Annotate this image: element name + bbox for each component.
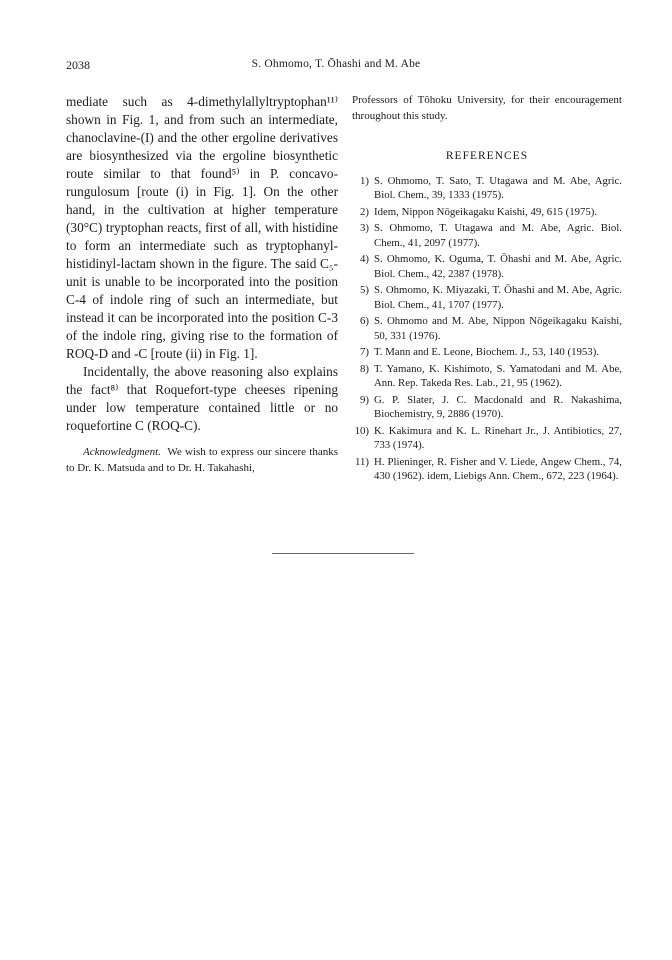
acknowledgment-continued: Professors of Tôhoku University, for their encouragement throughout this study. [352,94,622,122]
reference-item [352,283,622,312]
reference-number: 6) [360,315,369,327]
reference-number: 7) [360,346,369,358]
reference-text: G. P. Slater, J. C. Macdonald and R. Nakashima, Biochemistry, 9, 2886 (1970). [374,393,622,420]
reference-item [352,345,622,360]
reference-number: 5) [360,284,369,296]
end-rule [272,553,414,554]
reference-number: 2) [360,205,369,218]
reference-text: S. Ohmomo, K. Miyazaki, T. Ōhashi and M. Abe, Agric. Biol. Chem., 41, 1707 (1977). [374,284,622,311]
reference-text: T. Mann and E. Leone, Biochem. J., 53, 140 (1953). [374,346,599,358]
reference-item [352,174,622,203]
reference-text: H. Plieninger, R. Fisher and V. Liede, Angew Chem., 74, 430 (1962). idem, Liebigs Ann. Chem., 672, 223 (1964). [374,455,622,482]
reference-number: 8) [360,362,369,375]
reference-item [352,424,622,453]
reference-number: 11) [355,455,369,468]
reference-item [352,393,622,422]
reference-text: S. Ohmomo, T. Sato, T. Utagawa and M. Abe, Agric. Biol. Chem., 39, 1333 (1975). [374,174,622,201]
page-number: 2038 [66,58,90,72]
reference-number: 10) [354,424,369,437]
reference-number: 3) [360,222,369,234]
body-paragraph: Incidentally, the above reasoning also explains the fact⁸⁾ that Roquefort-type cheeses ripening under low temperature contained little or no roquefortine C (ROQ-C). [66,364,338,433]
reference-number: 4) [360,253,369,265]
reference-item [352,221,622,250]
reference-item [352,455,622,484]
left-column [66,93,338,476]
reference-text: S. Ohmomo, T. Utagawa and M. Abe, Agric. Biol. Chem., 41, 2097 (1977). [374,222,622,249]
reference-number: 9) [360,393,369,406]
body-paragraph: mediate such as 4-dimethylallyltryptophan¹¹⁾ shown in Fig. 1, and from such an intermediate, chanoclavine-(I) and the other ergoline derivatives are biosynthesized via the ergoline biosynthetic route similar to that found⁵⁾ in P. concavo-rungulosum [route (i) in Fig. 1]. On the other hand, in the cultivation at higher temperature (30°C) tryptophan reacts, first of all, with histidine to form an intermediate such as tryptophanyl-histidinyl-lactam shown in the figure. The said C₅-unit is unable to be incorporated into the position C-4 of indole ring of such an intermediate, but instead it can be incorporated into the position C-3 of the indole ring, giving rise to the formation of ROQ-D and -C [route (ii) in Fig. 1]. [66,94,338,361]
reference-item [352,205,622,220]
acknowledgment-text: We wish to express our sincere thanks to Dr. K. Matsuda and to Dr. H. Takahashi, [66,446,338,474]
reference-text: K. Kakimura and K. L. Rinehart Jr., J. Antibiotics, 27, 733 (1974). [374,424,622,451]
reference-number: 1) [360,174,369,187]
acknowledgment-label: Acknowledgment. [83,446,161,458]
reference-item [352,314,622,343]
reference-text: Idem, Nippon Nōgeikagaku Kaishi, 49, 615 (1975). [374,205,598,218]
reference-item [352,252,622,281]
reference-list [352,174,622,484]
reference-item [352,362,622,391]
reference-text: T. Yamano, K. Kishimoto, S. Yamatodani and M. Abe, Ann. Rep. Takeda Res. Lab., 21, 95 (1962). [374,362,622,389]
reference-text: S. Ohmomo, K. Oguma, T. Ōhashi and M. Abe, Agric. Biol. Chem., 42, 2387 (1978). [374,253,622,280]
references-title: REFERENCES [445,150,529,162]
acknowledgment [66,445,338,476]
right-column [352,93,622,486]
reference-text: S. Ohmomo and M. Abe, Nippon Nōgeikagaku Kaishi, 50, 331 (1976). [374,315,622,342]
running-head: S. Ohmomo, T. Ōhashi and M. Abe [251,58,421,70]
